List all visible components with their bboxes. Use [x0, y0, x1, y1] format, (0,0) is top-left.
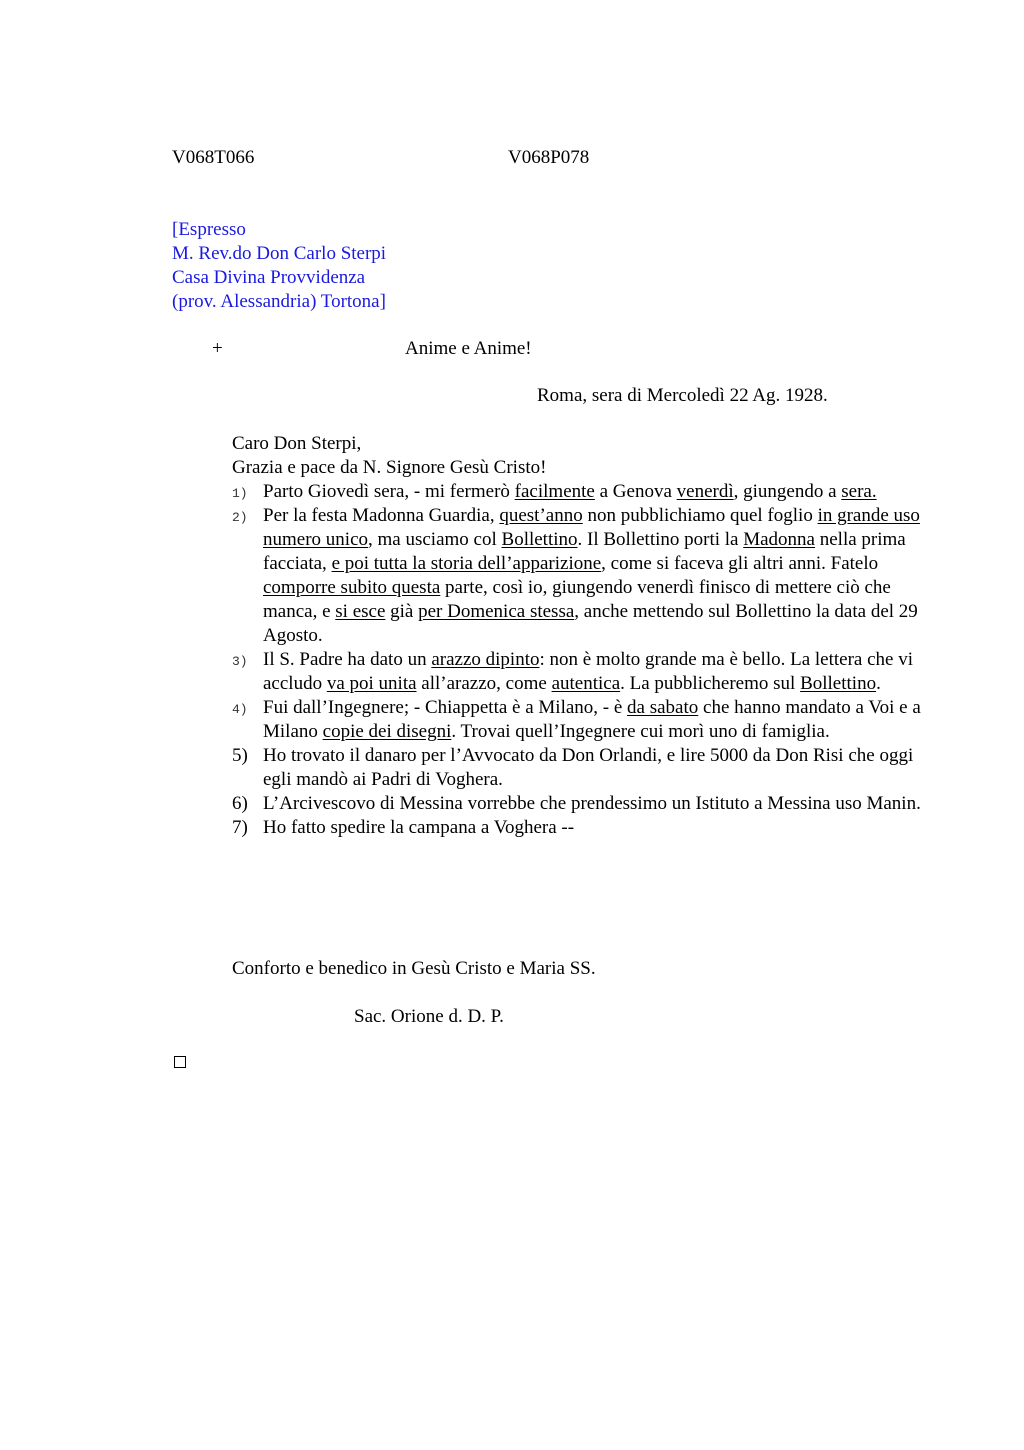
- underlined-text: venerdì: [676, 481, 734, 502]
- text-run: non pubblichiamo quel foglio: [582, 505, 818, 526]
- text-run: già: [385, 601, 419, 622]
- list-item: [232, 504, 922, 648]
- underlined-text: per Domenica stessa: [418, 601, 575, 622]
- salutation: Caro Don Sterpi,: [232, 433, 362, 454]
- underlined-text: da sabato: [627, 697, 699, 718]
- text-run: Fui dall’Ingegnere; - Chiappetta è a Milano, - è: [263, 697, 628, 718]
- text-run: Ho fatto spedire la campana a Voghera --: [263, 817, 575, 838]
- list-item-text: [263, 744, 922, 792]
- list-item: [232, 696, 922, 744]
- text-run: , anche mettendo sul Bollettino la data del 29 Agosto.: [263, 601, 918, 646]
- list-item-text: [263, 504, 922, 648]
- end-box-symbol: [174, 1056, 186, 1068]
- address-line: M. Rev.do Don Carlo Sterpi: [172, 243, 387, 264]
- text-run: parte, così io, giungendo venerdì finisco di mettere ciò che manca, e: [263, 577, 891, 622]
- numbered-list: [232, 480, 922, 840]
- list-item: [232, 744, 922, 792]
- motto: Anime e Anime!: [405, 338, 532, 359]
- document-code-right: V068P078: [508, 147, 590, 168]
- document-code-left: V068T066: [172, 147, 255, 168]
- text-run: . La pubblicheremo sul: [620, 673, 801, 694]
- list-item-text: [263, 816, 922, 840]
- underlined-text: arazzo dipinto: [431, 649, 540, 670]
- place-date: Roma, sera di Mercoledì 22 Ag. 1928.: [537, 385, 828, 406]
- text-run: che hanno mandato a Voi e a Milano: [263, 697, 921, 742]
- underlined-text: va poi unita: [326, 673, 417, 694]
- underlined-text: quest’anno: [499, 505, 583, 526]
- list-item-number: 7): [232, 817, 248, 838]
- text-run: nella prima facciata,: [263, 529, 906, 574]
- address-block: [172, 218, 386, 314]
- address-line: Casa Divina Provvidenza: [172, 267, 366, 288]
- list-item-number: 4): [232, 702, 248, 717]
- list-item-number: 5): [232, 745, 248, 766]
- list-item-text: [263, 792, 922, 816]
- text-run: , come si faceva gli altri anni. Fatelo: [601, 553, 879, 574]
- list-item-number: 3): [232, 654, 248, 669]
- text-run: a Genova: [594, 481, 677, 502]
- list-item: [232, 648, 922, 696]
- text-run: , ma usciamo col: [368, 529, 502, 550]
- list-item-number: 2): [232, 510, 248, 525]
- text-run: all’arazzo, come: [416, 673, 552, 694]
- text-run: . Trovai quell’Ingegnere cui morì uno di famiglia.: [451, 721, 830, 742]
- greeting: Grazia e pace da N. Signore Gesù Cristo!: [232, 457, 547, 478]
- underlined-text: si esce: [335, 601, 386, 622]
- list-item-number: 6): [232, 793, 248, 814]
- underlined-text: comporre subito questa: [263, 577, 441, 598]
- list-item-text: [263, 648, 922, 696]
- list-item: [232, 816, 922, 840]
- address-line: [Espresso: [172, 219, 246, 240]
- list-item-text: [263, 480, 922, 504]
- underlined-text: copie dei disegni: [322, 721, 452, 742]
- text-run: Ho trovato il danaro per l’Avvocato da Don Orlandi, e lire 5000 da Don Risi che oggi egli mandò ai Padri di Voghera.: [263, 745, 914, 790]
- underlined-text: Bollettino: [501, 529, 578, 550]
- text-run: : non è molto grande ma è bello. La lettera che vi accludo: [263, 649, 914, 694]
- text-run: . Il Bollettino porti la: [577, 529, 744, 550]
- underlined-text: in grande uso numero unico: [263, 505, 920, 550]
- text-run: .: [876, 673, 881, 694]
- underlined-text: e poi tutta la storia dell’apparizione: [331, 553, 602, 574]
- signature: Sac. Orione d. D. P.: [354, 1006, 504, 1027]
- underlined-text: Madonna: [743, 529, 815, 550]
- list-item-number: 1): [232, 486, 248, 501]
- closing: Conforto e benedico in Gesù Cristo e Maria SS.: [232, 958, 596, 979]
- text-run: Il S. Padre ha dato un: [263, 649, 432, 670]
- address-line: (prov. Alessandria) Tortona]: [172, 291, 386, 312]
- text-run: Parto Giovedì sera, - mi fermerò: [263, 481, 515, 502]
- text-run: L’Arcivescovo di Messina vorrebbe che prendessimo un Istituto a Messina uso Manin.: [263, 793, 921, 814]
- underlined-text: autentica: [551, 673, 621, 694]
- cross-symbol: +: [212, 338, 223, 359]
- underlined-text: sera.: [841, 481, 877, 502]
- list-item: [232, 480, 922, 504]
- text-run: Per la festa Madonna Guardia,: [263, 505, 500, 526]
- list-item: [232, 792, 922, 816]
- list-item-text: [263, 696, 922, 744]
- text-run: , giungendo a: [733, 481, 842, 502]
- underlined-text: Bollettino: [800, 673, 877, 694]
- underlined-text: facilmente: [514, 481, 595, 502]
